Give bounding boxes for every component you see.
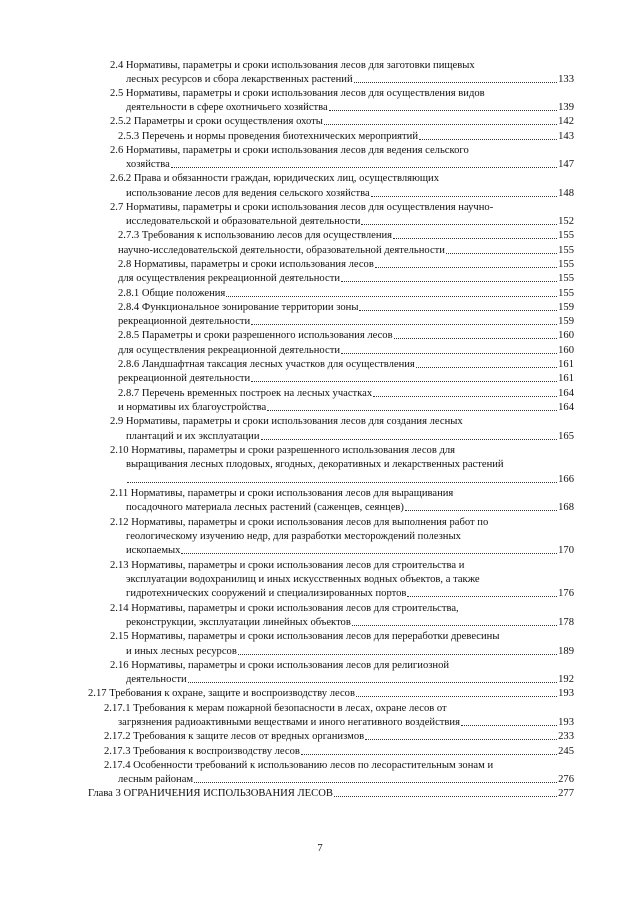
toc-leader-dots: [361, 224, 557, 225]
toc-entry: [118, 772, 574, 786]
toc-leader-dots: [419, 139, 557, 140]
toc-entry-page: 159: [558, 302, 574, 313]
toc-leader-dots: [238, 654, 557, 655]
toc-entry-title: 2.8 Нормативы, параметры и сроки использования лесов: [118, 259, 374, 270]
toc-entry-title: 2.17.3 Требования к воспроизводству лесов: [104, 746, 300, 757]
toc-entry-page: 160: [558, 330, 574, 341]
toc-entry: [118, 386, 574, 400]
toc-leader-dots: [301, 754, 557, 755]
toc-entry-page: 161: [558, 373, 574, 384]
toc-leader-dots: [394, 338, 557, 339]
toc-leader-dots: [329, 110, 557, 111]
toc-entry: [110, 558, 574, 572]
toc-entry-title: 2.13 Нормативы, параметры и сроки использования лесов для строительства и: [110, 560, 465, 571]
toc-entry-page: 189: [558, 646, 574, 657]
toc-entry-title: 2.9 Нормативы, параметры и сроки использования лесов для создания лесных: [110, 416, 463, 427]
toc-entry: [110, 114, 574, 128]
toc-entry-page: 160: [558, 345, 574, 356]
toc-leader-dots: [405, 510, 557, 511]
toc-entry-title: использование лесов для ведения сельского хозяйства: [126, 188, 370, 199]
toc-entry-title: выращивания лесных плодовых, ягодных, декоративных и лекарственных растений: [126, 459, 504, 470]
toc-entry-title: и иных лесных ресурсов: [126, 646, 237, 657]
toc-entry-title: 2.7.3 Требования к использованию лесов для осуществления: [118, 230, 393, 241]
toc-entry-page: 147: [558, 159, 574, 170]
toc-entry-title: рекреационной деятельности: [118, 316, 251, 327]
toc-entry: [110, 414, 574, 428]
toc-entry-title: 2.10 Нормативы, параметры и сроки разрешенного использования лесов для: [110, 445, 456, 456]
toc-entry-page: 152: [558, 216, 574, 227]
toc-entry-title: загрязнения радиоактивными веществами и иного негативного воздействия: [118, 717, 460, 728]
toc-entry-page: 143: [558, 131, 574, 142]
toc-entry: [88, 686, 574, 700]
toc-entry-title: 2.8.7 Перечень временных построек на лесных участках: [118, 388, 373, 399]
toc-entry-title: гидротехнических сооружений и специализированных портов: [126, 588, 407, 599]
toc-leader-dots: [365, 739, 557, 740]
toc-leader-dots: [194, 782, 557, 783]
toc-entry: [110, 486, 574, 500]
toc-leader-dots: [407, 596, 557, 597]
toc-entry-page: 164: [558, 402, 574, 413]
toc-entry-title: ископаемых: [126, 545, 181, 556]
toc-entry: [126, 672, 574, 686]
toc-entry: [126, 572, 574, 586]
toc-entry: [110, 86, 574, 100]
toc-entry: [126, 72, 574, 86]
toc-entry-title: 2.15 Нормативы, параметры и сроки использования лесов для переработки древесины: [110, 631, 500, 642]
toc-entry: [104, 758, 574, 772]
toc-entry: [110, 143, 574, 157]
toc-entry-title: 2.4 Нормативы, параметры и сроки использования лесов для заготовки пищевых: [110, 60, 475, 71]
toc-entry-title: 2.17.2 Требования к защите лесов от вредных организмов: [104, 731, 365, 742]
toc-entry-page: 166: [558, 474, 574, 485]
toc-entry-page: 139: [558, 102, 574, 113]
toc-leader-dots: [352, 625, 557, 626]
toc-entry: [126, 586, 574, 600]
toc-entry: [118, 314, 574, 328]
toc-entry-page: 161: [558, 359, 574, 370]
toc-entry: [104, 729, 574, 743]
toc-leader-dots: [267, 410, 557, 411]
toc-entry-page: 277: [558, 788, 574, 799]
toc-entry-title: Глава 3 ОГРАНИЧЕНИЯ ИСПОЛЬЗОВАНИЯ ЛЕСОВ: [88, 788, 333, 799]
toc-entry-page: 178: [558, 617, 574, 628]
toc-entry: [126, 500, 574, 514]
toc-entry-title: 2.17.4 Особенности требований к использованию лесов по лесорастительным зонам и: [104, 760, 494, 771]
toc-entry-title: деятельности в сфере охотничьего хозяйства: [126, 102, 328, 113]
toc-entry: [118, 300, 574, 314]
toc-entry-title: 2.8.5 Параметры и сроки разрешенного использования лесов: [118, 330, 393, 341]
toc-entry-page: 192: [558, 674, 574, 685]
toc-entry-title: 2.8.1 Общие положения: [118, 288, 226, 299]
toc-entry: [118, 228, 574, 242]
toc-leader-dots: [341, 353, 557, 354]
toc-entry: [118, 400, 574, 414]
toc-entry-title: 2.17 Требования к охране, защите и воспроизводству лесов: [88, 688, 355, 699]
toc-leader-dots: [261, 439, 558, 440]
toc-entry-title: геологическому изучению недр, для разработки месторождений полезных: [126, 531, 461, 542]
toc-entry: [118, 257, 574, 271]
toc-entry: [126, 472, 574, 486]
toc-entry-title: плантаций и их эксплуатации: [126, 431, 260, 442]
toc-leader-dots: [171, 167, 557, 168]
toc-entry-title: 2.12 Нормативы, параметры и сроки использования лесов для выполнения работ по: [110, 517, 489, 528]
toc-entry-title: 2.17.1 Требования к мерам пожарной безопасности в лесах, охране лесов от: [104, 703, 447, 714]
toc-leader-dots: [356, 696, 557, 697]
toc-entry: [126, 429, 574, 443]
toc-entry: [88, 786, 574, 800]
toc-entry-title: 2.8.4 Функциональное зонирование территории зоны: [118, 302, 359, 313]
toc-entry-page: 233: [558, 731, 574, 742]
toc-leader-dots: [324, 124, 557, 125]
toc-entry-page: 193: [558, 688, 574, 699]
toc-entry-title: 2.7 Нормативы, параметры и сроки использования лесов для осуществления научно-: [110, 202, 494, 213]
toc-entry-page: 164: [558, 388, 574, 399]
toc-entry: [126, 157, 574, 171]
toc-entry-title: хозяйства: [126, 159, 170, 170]
toc-entry-title: реконструкции, эксплуатации линейных объектов: [126, 617, 351, 628]
toc-entry: [118, 129, 574, 143]
toc-entry: [126, 529, 574, 543]
toc-entry-title: лесным районам: [118, 774, 194, 785]
toc-entry: [126, 214, 574, 228]
toc-entry-page: 170: [558, 545, 574, 556]
toc-entry-page: 155: [558, 273, 574, 284]
toc-entry: [110, 58, 574, 72]
toc-entry-title: 2.6.2 Права и обязанности граждан, юридических лиц, осуществляющих: [110, 173, 440, 184]
toc-entry-page: 276: [558, 774, 574, 785]
toc-entry-page: 165: [558, 431, 574, 442]
toc-entry-title: 2.5 Нормативы, параметры и сроки использования лесов для осуществления видов: [110, 88, 485, 99]
toc-entry: [110, 515, 574, 529]
toc-leader-dots: [373, 396, 557, 397]
toc-leader-dots: [446, 253, 557, 254]
toc-leader-dots: [251, 381, 557, 382]
toc-entry: [104, 744, 574, 758]
toc-entry-title: 2.14 Нормативы, параметры и сроки использования лесов для строительства,: [110, 603, 459, 614]
toc-entry: [110, 629, 574, 643]
toc-leader-dots: [226, 296, 557, 297]
toc-entry-title: исследовательской и образовательной деятельности: [126, 216, 361, 227]
toc-entry-title: и нормативы их благоустройства: [118, 402, 267, 413]
page-number: 7: [317, 843, 323, 854]
toc-leader-dots: [188, 682, 557, 683]
toc-entry-page: 155: [558, 259, 574, 270]
toc-entry-title: эксплуатации водохранилищ и иных искусственных водных объектов, а также: [126, 574, 480, 585]
toc-entry-page: 133: [558, 74, 574, 85]
toc-entry: [110, 200, 574, 214]
toc-entry: [110, 601, 574, 615]
toc-entry-title: 2.8.6 Ландшафтная таксация лесных участков для осуществления: [118, 359, 415, 370]
toc-entry: [126, 186, 574, 200]
toc-entry-page: 193: [558, 717, 574, 728]
toc-entry: [110, 443, 574, 457]
toc-leader-dots: [371, 196, 557, 197]
toc-entry-title: 2.5.2 Параметры и сроки осуществления охоты: [110, 116, 323, 127]
toc-entry-title: для осуществления рекреационной деятельности: [118, 273, 340, 284]
toc-entry: [118, 343, 574, 357]
toc-entry: [110, 658, 574, 672]
toc-entry-page: 155: [558, 245, 574, 256]
toc-entry: [118, 715, 574, 729]
toc-entry-title: научно-исследовательской деятельности, образовательной деятельности: [118, 245, 445, 256]
toc-leader-dots: [251, 324, 557, 325]
toc-entry: [118, 371, 574, 385]
toc-entry: [118, 328, 574, 342]
toc-entry-page: 148: [558, 188, 574, 199]
toc-entry-title: деятельности: [126, 674, 187, 685]
toc-entry: [126, 615, 574, 629]
toc-entry-title: 2.6 Нормативы, параметры и сроки использования лесов для ведения сельского: [110, 145, 469, 156]
toc-entry: [104, 701, 574, 715]
toc-entry-title: 2.5.3 Перечень и нормы проведения биотехнических мероприятий: [118, 131, 418, 142]
toc-entry-title: посадочного материала лесных растений (саженцев, сеянцев): [126, 502, 404, 513]
toc-entry-page: 245: [558, 746, 574, 757]
toc-entry-page: 176: [558, 588, 574, 599]
toc-leader-dots: [181, 553, 557, 554]
toc-leader-dots: [127, 482, 557, 483]
toc-entry: [126, 543, 574, 557]
toc-entry-title: для осуществления рекреационной деятельности: [118, 345, 340, 356]
toc-entry-page: 159: [558, 316, 574, 327]
toc-leader-dots: [393, 238, 557, 239]
toc-entry: [118, 286, 574, 300]
toc-entry: [110, 171, 574, 185]
toc-entry-title: рекреационной деятельности: [118, 373, 251, 384]
toc-entry-title: 2.11 Нормативы, параметры и сроки использования лесов для выращивания: [110, 488, 454, 499]
toc-leader-dots: [461, 725, 557, 726]
toc-entry-title: лесных ресурсов и сбора лекарственных растений: [126, 74, 353, 85]
toc-leader-dots: [375, 267, 557, 268]
toc-leader-dots: [416, 367, 557, 368]
toc-entry-title: 2.16 Нормативы, параметры и сроки использования лесов для религиозной: [110, 660, 450, 671]
toc-entry: [126, 457, 574, 471]
toc-entry-page: 155: [558, 288, 574, 299]
toc-entry: [126, 644, 574, 658]
toc-leader-dots: [354, 82, 557, 83]
toc-entry: [118, 357, 574, 371]
toc-leader-dots: [341, 281, 557, 282]
toc-leader-dots: [334, 796, 557, 797]
toc-entry: [118, 243, 574, 257]
toc-entry: [126, 100, 574, 114]
toc-entry-page: 142: [558, 116, 574, 127]
toc-entry-page: 155: [558, 230, 574, 241]
toc-leader-dots: [359, 310, 557, 311]
toc-entry: [118, 271, 574, 285]
toc-entry-page: 168: [558, 502, 574, 513]
